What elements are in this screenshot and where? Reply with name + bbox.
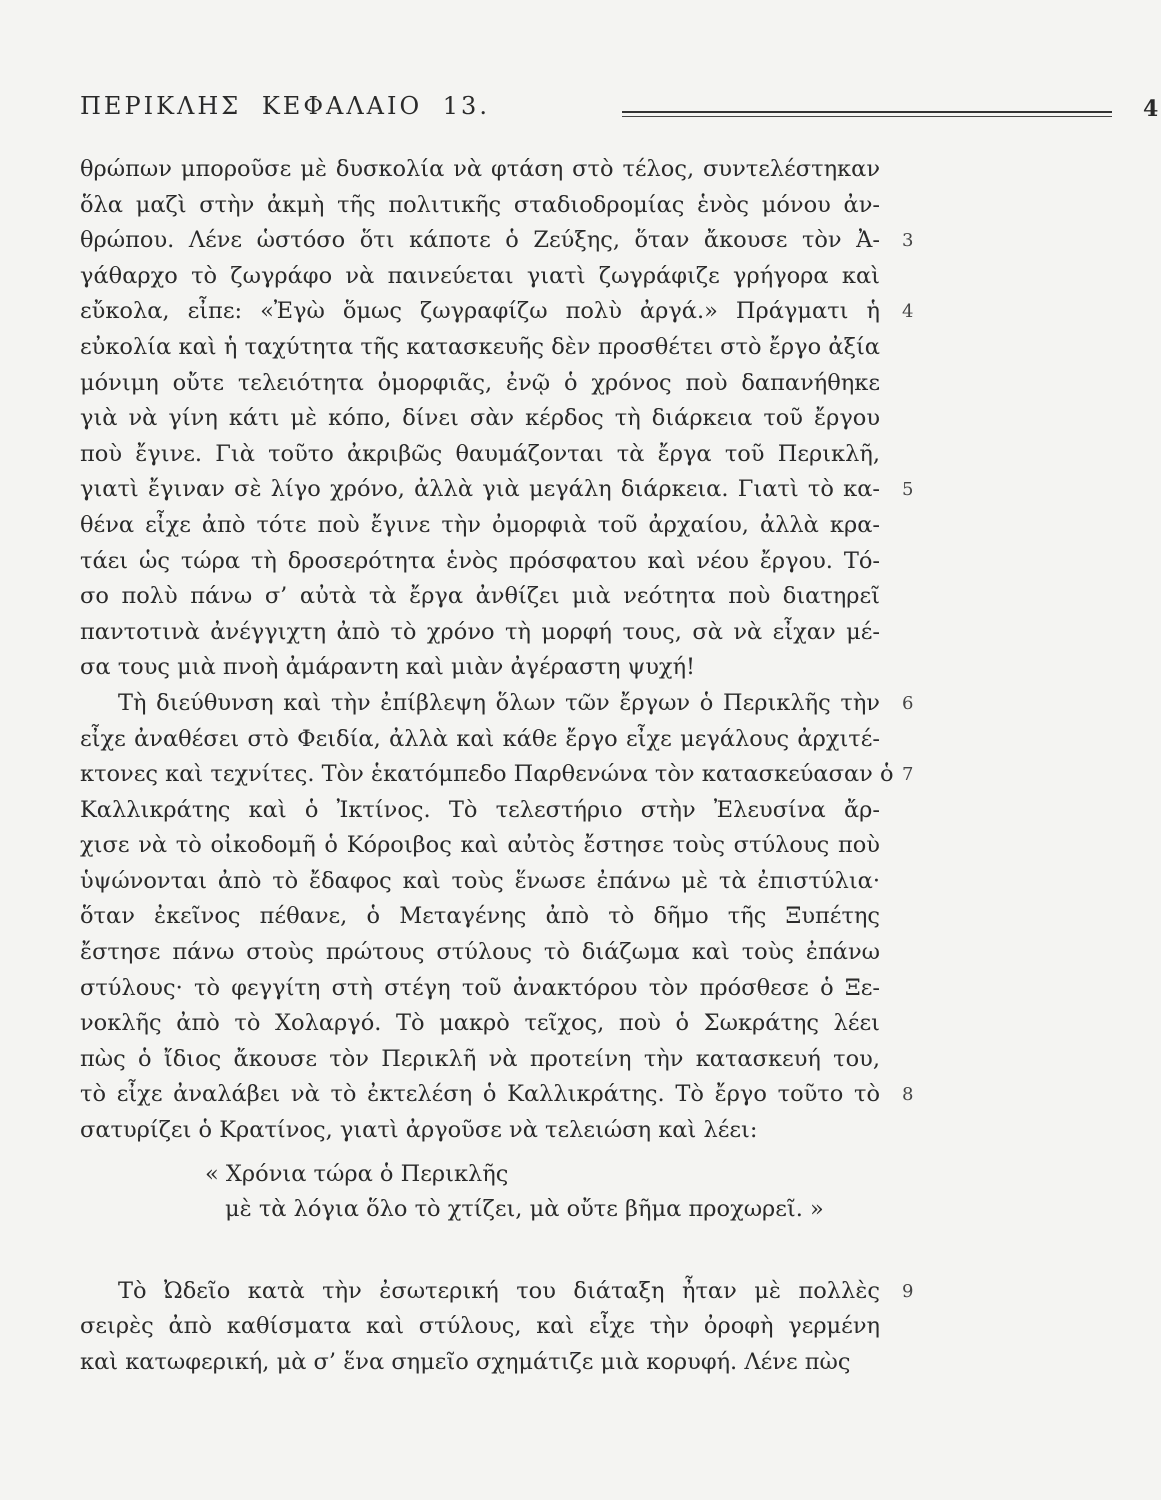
text-line xyxy=(80,1077,914,1113)
line-text: στύλους· τὸ φεγγίτη στὴ στέγη τοῦ ἀνακτόρου τὸν πρόσθεσε ὁ Ξε- xyxy=(80,974,880,1001)
text-line xyxy=(80,366,880,402)
text-line xyxy=(80,1309,880,1345)
line-text: θρώπων μποροῦσε μὲ δυσκολία νὰ φτάση στὸ τέλος, συντελέστηκαν xyxy=(80,156,880,182)
text-line xyxy=(80,615,880,651)
text-line xyxy=(80,259,880,295)
text-line xyxy=(80,401,880,437)
line-text: Τὴ διεύθυνση καὶ τὴν ἐπίβλεψη ὅλων τῶν ἔργων ὁ Περικλῆς τὴν xyxy=(118,689,880,716)
header-rule xyxy=(622,111,1112,117)
text-line xyxy=(80,579,880,615)
body-text xyxy=(80,152,914,1381)
line-text: Τὸ Ὠδεῖο κατὰ τὴν ἐσωτερική του διάταξη ἦταν μὲ πολλὲς xyxy=(118,1277,880,1304)
margin-section-number: 3 xyxy=(902,230,914,252)
text-line xyxy=(80,650,880,686)
verse-quote xyxy=(80,1149,880,1238)
margin-section-number: 5 xyxy=(902,479,914,501)
text-line xyxy=(80,971,880,1007)
text-line xyxy=(80,722,880,758)
line-text: θένα εἶχε ἀπὸ τότε ποὺ ἔγινε τὴν ὀμορφιὰ τοῦ ἀρχαίου, ἀλλὰ κρα- xyxy=(80,511,880,538)
paragraph-3 xyxy=(80,1274,914,1381)
line-text: μόνιμη οὔτε τελειότητα ὀμορφιᾶς, ἐνῷ ὁ χρόνος ποὺ δαπανήθηκε xyxy=(80,369,880,396)
text-line xyxy=(80,899,880,935)
line-text: εὔκολα, εἶπε: «Ἐγὼ ὅμως ζωγραφίζω πολὺ ἀργά.» Πράγματι ἡ xyxy=(80,298,880,325)
line-text: γιατὶ ἔγιναν σὲ λίγο χρόνο, ἀλλὰ γιὰ μεγάλη διάρκεια. Γιατὶ τὸ κα- xyxy=(80,476,880,503)
paragraph-1 xyxy=(80,152,914,686)
line-text: Καλλικράτης καὶ ὁ Ἰκτίνος. Τὸ τελεστήριο στὴν Ἐλευσίνα ἄρ- xyxy=(80,796,880,823)
line-text: γιὰ νὰ γίνη κάτι μὲ κόπο, δίνει σὰν κέρδος τὴ διάρκεια τοῦ ἔργου xyxy=(80,405,880,432)
line-text: παντοτινὰ ἀνέγγιχτη ἀπὸ τὸ χρόνο τὴ μορφή τους, σὰ νὰ εἶχαν μέ- xyxy=(80,618,880,645)
header-title: ΠΕΡΙΚΛΗΣ ΚΕΦΑΛΑΙΟ 13. xyxy=(80,92,490,120)
text-line xyxy=(80,1006,880,1042)
text-line xyxy=(80,793,880,829)
line-text: ὅλα μαζὶ στὴν ἀκμὴ τῆς πολιτικῆς σταδιοδρομίας ἑνὸς μόνου ἀν- xyxy=(80,191,880,218)
text-line xyxy=(80,757,914,793)
margin-section-number: 6 xyxy=(902,692,914,714)
line-text: ἔστησε πάνω στοὺς πρώτους στύλους τὸ διάζωμα καὶ τοὺς ἐπάνω xyxy=(80,939,880,966)
text-line xyxy=(80,1345,880,1381)
text-line xyxy=(80,508,880,544)
text-line xyxy=(80,864,880,900)
text-line xyxy=(80,1113,880,1149)
line-text: κτονες καὶ τεχνίτες. Τὸν ἑκατόμπεδο Παρθενώνα τὸν κατασκεύασαν ὁ xyxy=(80,761,894,788)
running-header xyxy=(80,92,1159,132)
verse-line: « Χρόνια τώρα ὁ Περικλῆς xyxy=(205,1160,509,1187)
line-text: θρώπου. Λένε ὡστόσο ὅτι κάποτε ὁ Ζεύξης, ὅταν ἄκουσε τὸν Ἀ- xyxy=(80,227,880,254)
line-text: ποὺ ἔγινε. Γιὰ τοῦτο ἀκριβῶς θαυμάζονται τὰ ἔργα τοῦ Περικλῆ, xyxy=(80,440,880,467)
line-text: σατυρίζει ὁ Κρατίνος, γιατὶ ἀργοῦσε νὰ τελειώση καὶ λέει: xyxy=(80,1117,758,1144)
margin-section-number: 9 xyxy=(902,1280,914,1302)
line-text: γάθαρχο τὸ ζωγράφο νὰ παινεύεται γιατὶ ζωγράφιζε γρήγορα καὶ xyxy=(80,262,880,289)
line-text: εἶχε ἀναθέσει στὸ Φειδία, ἀλλὰ καὶ κάθε ἔργο εἶχε μεγάλους ἀρχιτέ- xyxy=(80,725,880,752)
line-text: σο πολὺ πάνω σ’ αὐτὰ τὰ ἔργα ἀνθίζει μιὰ νεότητα ποὺ διατηρεῖ xyxy=(80,583,880,610)
line-text: τὸ εἶχε ἀναλάβει νὰ τὸ ἐκτελέση ὁ Καλλικράτης. Τὸ ἔργο τοῦτο τὸ xyxy=(80,1081,880,1108)
line-text: χισε νὰ τὸ οἰκοδομῆ ὁ Κόροιβος καὶ αὐτὸς ἔστησε τοὺς στύλους ποὺ xyxy=(80,832,880,859)
text-line xyxy=(80,188,880,224)
paragraph-2 xyxy=(80,686,914,1149)
line-text: ὑψώνονται ἀπὸ τὸ ἔδαφος καὶ τοὺς ἕνωσε ἐπάνω μὲ τὰ ἐπιστύλια· xyxy=(80,867,880,894)
text-line xyxy=(80,686,914,722)
text-line xyxy=(80,935,880,971)
page-number: 4 xyxy=(1143,96,1159,122)
verse-line: μὲ τὰ λόγια ὅλο τὸ χτίζει, μὰ οὔτε βῆμα προχωρεῖ. » xyxy=(225,1196,824,1223)
line-text: καὶ κατωφερική, μὰ σ’ ἕνα σημεῖο σχημάτιζε μιὰ κορυφή. Λένε πὼς xyxy=(80,1349,851,1375)
text-line xyxy=(80,294,914,330)
text-line xyxy=(80,1274,914,1310)
line-text: σα τους μιὰ πνοὴ ἀμάραντη καὶ μιὰν ἀγέραστη ψυχή! xyxy=(80,654,696,681)
text-line xyxy=(80,437,880,473)
margin-section-number: 4 xyxy=(902,301,914,323)
line-text: τάει ὡς τώρα τὴ δροσερότητα ἑνὸς πρόσφατου καὶ νέου ἔργου. Τό- xyxy=(80,547,880,574)
text-line xyxy=(80,152,880,188)
text-line xyxy=(80,544,880,580)
line-text: ὅταν ἐκεῖνος πέθανε, ὁ Μεταγένης ἀπὸ τὸ δῆμο τῆς Ξυπέτης xyxy=(80,903,880,930)
text-line xyxy=(80,330,880,366)
margin-section-number: 7 xyxy=(902,764,914,786)
line-text: νοκλῆς ἀπὸ τὸ Χολαργό. Τὸ μακρὸ τεῖχος, ποὺ ὁ Σωκράτης λέει xyxy=(80,1010,880,1037)
text-line xyxy=(80,1042,880,1078)
text-line xyxy=(80,223,914,259)
margin-section-number: 8 xyxy=(902,1084,914,1106)
line-text: πὼς ὁ ἴδιος ἄκουσε τὸν Περικλῆ νὰ προτείνη τὴν κατασκευή του, xyxy=(80,1045,880,1072)
line-text: εὐκολία καὶ ἡ ταχύτητα τῆς κατασκευῆς δὲν προσθέτει στὸ ἔργο ἀξία xyxy=(80,333,880,360)
text-line xyxy=(80,472,914,508)
line-text: σειρὲς ἀπὸ καθίσματα καὶ στύλους, καὶ εἶχε τὴν ὀροφὴ γερμένη xyxy=(80,1313,880,1340)
text-line xyxy=(80,828,880,864)
